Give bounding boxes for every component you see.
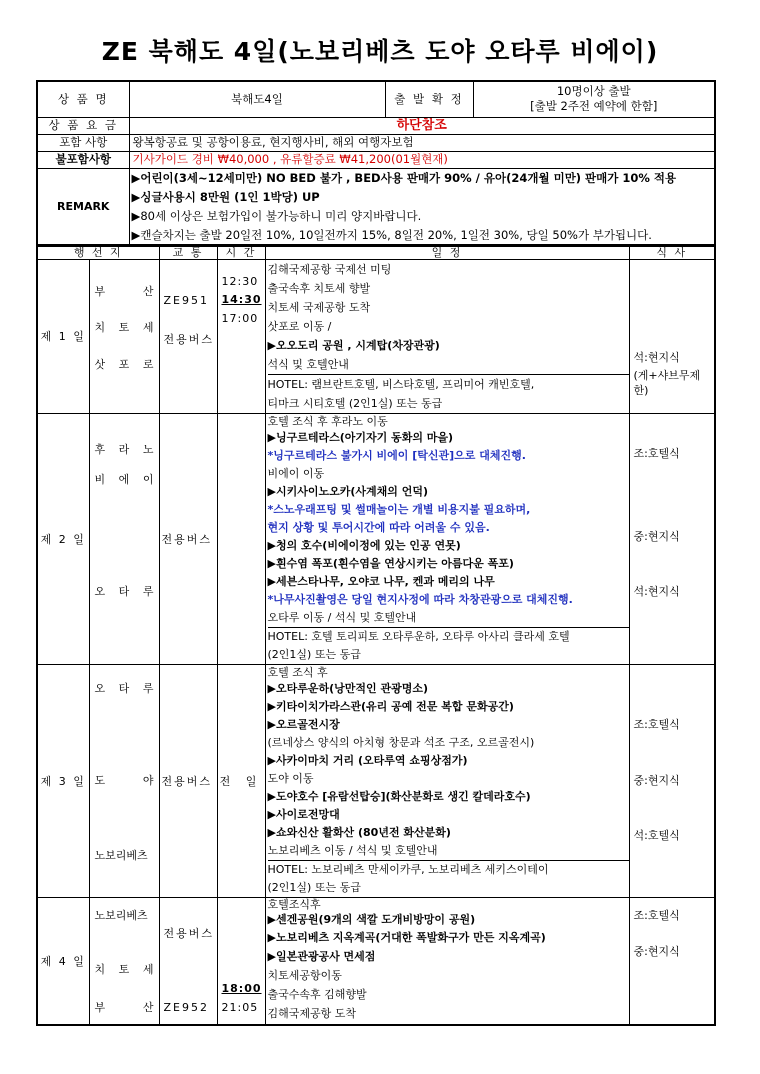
city-name: 노보리베츠: [94, 909, 148, 922]
meal-cell: [629, 898, 715, 1026]
header-meal: 식 사: [629, 245, 715, 260]
city-name: 삿 포 로: [94, 358, 154, 371]
itinerary-line: 치토세 국제공항 도착: [267, 301, 371, 314]
page-title: ZE 북해도 4일(노보리베츠 도야 오타루 비에이): [101, 37, 659, 66]
departure-label: 출 발 확 정: [385, 81, 473, 117]
itinerary-line: ▶흰수염 폭포(흰수염을 연상시키는 아름다운 폭포): [267, 557, 514, 570]
header-time: 시 간: [217, 245, 265, 260]
itinerary-line: ▶일본관광공사 면세점: [267, 950, 376, 963]
itinerary-line: ▶사이로전망대: [267, 808, 340, 821]
transport-mode: 전용버스: [163, 927, 215, 940]
itinerary-line: ▶키타이치가라스관(유리 공예 전문 복합 문화공간): [267, 700, 514, 713]
itinerary-line: ▶세븐스타나무, 오야코 나무, 켄과 메리의 나무: [267, 575, 495, 588]
itinerary-line: 출국수속후 김해향발: [267, 988, 367, 1001]
city-name: 치 토 세: [94, 321, 154, 334]
meal-item: 석:현지식: [633, 351, 680, 364]
hotel-line: (2인1실) 또는 동급: [267, 648, 361, 661]
itinerary-note: *스노우래프팅 및 썰매놀이는 개별 비용지불 필요하며,: [267, 503, 531, 516]
destination-cell: [89, 260, 159, 414]
transport-cell: [159, 665, 217, 898]
city-name: 오 타 루: [94, 682, 154, 695]
time-value: 14:30: [221, 293, 262, 306]
itinerary-line: 석식 및 호텔안내: [267, 358, 349, 371]
meal-item: 조:호텔식: [633, 909, 680, 922]
remark-item: ▶캔슬차지는 출발 20일전 10%, 10일전까지 15%, 8일전 20%, 1일전 30%, 당일 50%가 부가됩니다.: [131, 227, 652, 242]
itinerary-note: *나무사진촬영은 당일 현지사정에 따라 차창관광으로 대체진행.: [267, 593, 573, 606]
time-cell: [217, 414, 265, 665]
time-value: 18:00: [221, 982, 262, 995]
itinerary-line: 김해국제공항 국제선 미팅: [267, 263, 392, 276]
meal-item: 중:현지식: [633, 945, 680, 958]
flight-number: ZE952: [163, 1001, 209, 1014]
departure-line1: 10명이상 출발: [556, 84, 631, 99]
itinerary-note: *닝구르테라스 불가시 비에이 [탁신관]으로 대체진행.: [267, 449, 526, 462]
itinerary-line: 비에이 이동: [267, 467, 325, 480]
itinerary-cell: [265, 898, 629, 1026]
itinerary-cell: [265, 260, 629, 414]
remark-list: [129, 168, 715, 246]
included-value: 왕복항공료 및 공항이용료, 현지행사비, 해외 여행자보험: [129, 134, 715, 151]
day-label: 제 4 일: [37, 898, 89, 1026]
itinerary-line: 오타루 이동 / 석식 및 호텔안내: [267, 611, 417, 624]
destination-cell: [89, 414, 159, 665]
transport-mode: 전용버스: [163, 333, 215, 346]
excluded-label: 불포함사항: [37, 151, 129, 168]
departure-line2: [출발 2주전 예약에 한함]: [530, 99, 658, 114]
time-value: 17:00: [221, 312, 259, 325]
flight-number: ZE951: [163, 294, 209, 307]
itinerary-line: ▶노보리베츠 지옥계곡(거대한 폭발화구가 만든 지옥계곡): [267, 931, 546, 944]
meal-item: 조:호텔식: [633, 718, 680, 731]
transport-cell: [159, 414, 217, 665]
hotel-line: HOTEL: 노보리베츠 만세이카쿠, 노보리베츠 세키스이테이: [268, 860, 629, 879]
itinerary-line: 호텔 조식 후: [267, 666, 328, 679]
meal-cell: [629, 414, 715, 665]
itinerary-line: ▶오오도리 공원 , 시계탑(차장관광): [267, 339, 440, 352]
transport-mode: 전용버스: [161, 774, 213, 788]
meal-cell: [629, 260, 715, 414]
itinerary-line: 김해국제공항 도착: [267, 1007, 357, 1020]
itinerary-table: [36, 244, 716, 1026]
itinerary-line: ▶사카이마치 거리 (오타루역 쇼핑상점가): [267, 754, 468, 767]
hotel-line: (2인1실) 또는 동급: [267, 881, 361, 894]
itinerary-line: ▶오르골전시장: [267, 718, 340, 731]
product-name-label: 상 품 명: [37, 81, 129, 117]
itinerary-line: ▶센겐공원(9개의 색깔 도개비방망이 공원): [267, 913, 476, 926]
meal-item: 중:현지식: [633, 530, 680, 543]
remark-label: REMARK: [37, 168, 129, 246]
meal-item: 석:호텔식: [633, 829, 680, 842]
destination-cell: [89, 898, 159, 1026]
city-name: 후 라 노: [94, 443, 154, 456]
hotel-line: 티마크 시티호텔 (2인1실) 또는 동급: [267, 397, 443, 410]
hotel-line: HOTEL: 램브란트호텔, 비스타호텔, 프리미어 캐빈호텔,: [268, 374, 629, 394]
day-label: 제 3 일: [37, 665, 89, 898]
meal-item: 석:현지식: [633, 585, 680, 598]
transport-mode: 전용버스: [161, 532, 213, 546]
remark-item: ▶어린이(3세~12세미만) NO BED 불가 , BED사용 판매가 90% / 유아(24개월 미만) 판매가 10% 적용: [131, 170, 677, 185]
itinerary-line: ▶시키사이노오카(사계채의 언덕): [267, 485, 428, 498]
itinerary-note: 현지 상황 및 투어시간에 따라 어려울 수 있음.: [267, 521, 490, 534]
itinerary-line: (르네상스 양식의 아치형 창문과 석조 구조, 오르골전시): [267, 736, 535, 749]
city-name: 오 타 루: [94, 585, 154, 598]
day-label: 제 2 일: [37, 414, 89, 665]
itinerary-cell: [265, 414, 629, 665]
itinerary-line: ▶오타루운하(낭만적인 관광명소): [267, 682, 428, 695]
itinerary-line: 도야 이동: [267, 772, 314, 785]
excluded-value: 기사가이드 경비 ₩40,000 , 유류할증료 ₩41,200(01월현재): [129, 151, 715, 168]
transport-cell: [159, 260, 217, 414]
city-name: 비 에 이: [94, 473, 154, 486]
included-label: 포함 사항: [37, 134, 129, 151]
itinerary-cell: [265, 665, 629, 898]
header-itinerary: 일 정: [265, 245, 629, 260]
city-name: 부 산: [94, 1001, 154, 1014]
product-info-table: [36, 80, 716, 247]
header-destination: 행 선 지: [37, 245, 159, 260]
itinerary-line: 호텔조식후: [267, 898, 321, 911]
time-value: 12:30: [221, 275, 259, 288]
meal-item: 중:현지식: [633, 774, 680, 787]
time-cell: [217, 260, 265, 414]
departure-value: [473, 81, 715, 117]
itinerary-line: 치토세공항이동: [267, 969, 342, 982]
city-name: 노보리베츠: [94, 849, 148, 862]
itinerary-line: 삿포로 이동 /: [267, 320, 332, 333]
meal-cell: [629, 665, 715, 898]
time-cell: [217, 665, 265, 898]
header-transport: 교 통: [159, 245, 217, 260]
day-label: 제 1 일: [37, 260, 89, 414]
city-name: 부 산: [94, 285, 154, 298]
product-name-value: 북해도4일: [129, 81, 385, 117]
remark-item: ▶싱글사용시 8만원 (1인 1박당) UP: [131, 189, 320, 204]
itinerary-line: 노보리베츠 이동 / 석식 및 호텔안내: [267, 844, 438, 857]
remark-item: ▶80세 이상은 보험가입이 불가능하니 미리 양지바랍니다.: [131, 208, 422, 223]
price-label: 상 품 요 금: [37, 117, 129, 134]
itinerary-line: ▶쇼와신산 활화산 (80년전 화산분화): [267, 826, 451, 839]
city-name: 도 야: [94, 774, 154, 787]
itinerary-line: ▶닝구르테라스(아기자기 동화의 마을): [267, 431, 454, 444]
hotel-line: HOTEL: 호텔 토리피토 오타루운하, 오타루 아사리 클라세 호텔: [268, 627, 629, 646]
price-value: 하단참조: [129, 117, 715, 134]
itinerary-line: 호텔 조식 후 후라노 이동: [267, 415, 388, 428]
city-name: 치 토 세: [94, 963, 154, 976]
time-cell: [217, 898, 265, 1026]
destination-cell: [89, 665, 159, 898]
time-value: 21:05: [221, 1001, 259, 1014]
meal-item: (게+샤브무제한): [633, 369, 701, 397]
itinerary-line: ▶청의 호수(비에이정에 있는 인공 연못): [267, 539, 461, 552]
time-value: 전 일: [219, 774, 263, 788]
itinerary-line: ▶도야호수 [유람선탑승](화산분화로 생긴 칼데라호수): [267, 790, 531, 803]
transport-cell: [159, 898, 217, 1026]
meal-item: 조:호텔식: [633, 447, 680, 460]
itinerary-line: 출국속후 치토세 향발: [267, 282, 371, 295]
